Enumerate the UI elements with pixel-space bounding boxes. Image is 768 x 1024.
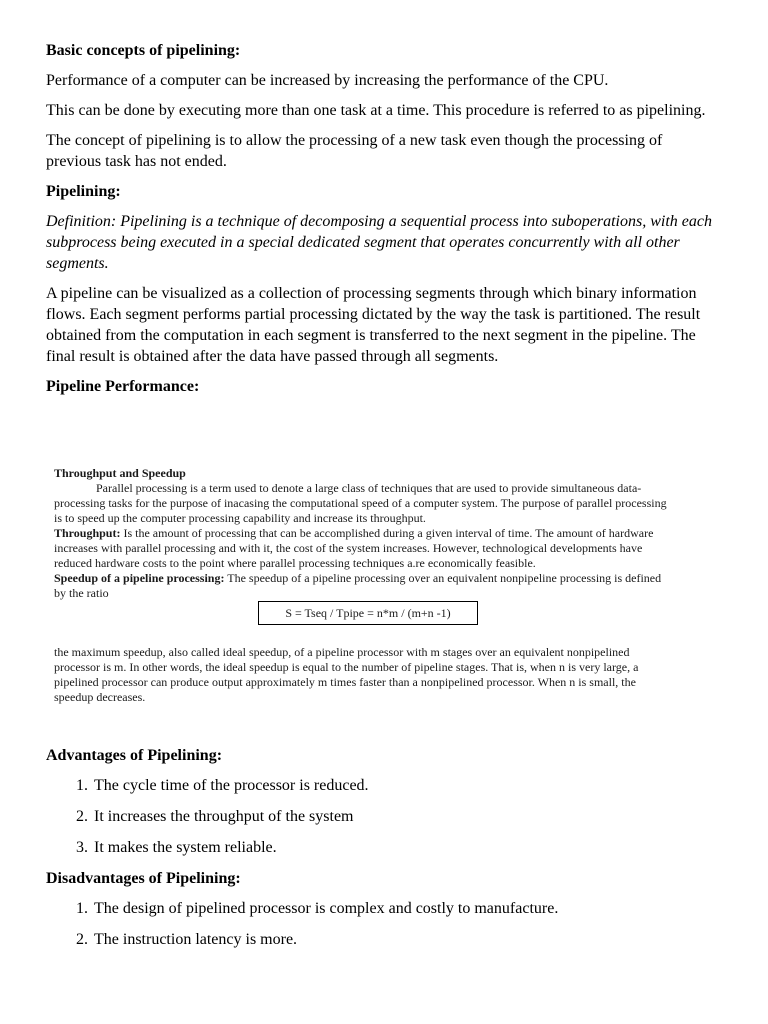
list-item: 3. It makes the system reliable. xyxy=(92,837,718,858)
excerpt-speedup xyxy=(54,571,674,601)
scanned-excerpt xyxy=(54,466,674,705)
list-item: 1. The cycle time of the processor is reduced. xyxy=(92,775,718,796)
heading-basic-concepts: Basic concepts of pipelining: xyxy=(46,42,241,59)
paragraph-visualization: A pipeline can be visualized as a collection of processing segments through which binary information flows. Each segment performs partial processing dictated by the way the task is partitioned. The result obtained from the computation in each segment is transferred to the next segment in the pipeline. The final result is obtained after the data have passed through all segments. xyxy=(46,285,701,365)
paragraph-definition: Definition: Pipelining is a technique of decomposing a sequential process into suboperations, with each subprocess being executed in a special dedicated segment that operates concurrently with all other segments. xyxy=(46,213,712,272)
excerpt-ideal-speedup xyxy=(54,645,674,705)
heading-disadvantages: Disadvantages of Pipelining: xyxy=(46,870,241,887)
ideal-part1: the maximum speedup, also called ideal speedup, of a pipeline processor with m stages over an equivalent nonpipelined processor is m. xyxy=(54,645,630,674)
list-item: 2. The instruction latency is more. xyxy=(92,929,718,950)
excerpt-parallel-intro: Parallel processing is a term used to denote a large class of techniques that are used to provide simultaneous data-processing tasks for the purpose of inacasing the computational speed of a computer system. The purpose of parallel processing is to speed up the computer processing capability and increase its throughput. xyxy=(54,481,667,525)
throughput-term: Throughput: xyxy=(54,526,121,540)
heading-pipelining: Pipelining: xyxy=(46,183,121,200)
speedup-term: Speedup of a pipeline processing: xyxy=(54,571,225,585)
speedup-formula-box: S = Tseq / Tpipe = n*m / (m+n -1) xyxy=(258,601,478,625)
excerpt-throughput xyxy=(54,526,674,571)
formula-row xyxy=(54,601,674,631)
ideal-part2: In other words, the ideal speedup is equal to the number of pipeline stages. That is, when n is very large, a pipelined processor can produce output approximately m times faster than a nonpipelined processor. When n is small, the speedup decreases. xyxy=(54,660,639,704)
paragraph-performance: Performance of a computer can be increased by increasing the performance of the CPU. xyxy=(46,72,609,89)
heading-advantages: Advantages of Pipelining: xyxy=(46,747,223,764)
speedup-text: The speedup of a pipeline processing over an equivalent nonpipeline processing is defined by the ratio xyxy=(54,571,662,600)
heading-pipeline-performance: Pipeline Performance: xyxy=(46,378,200,395)
excerpt-title: Throughput and Speedup xyxy=(54,466,186,480)
disadvantages-list xyxy=(46,898,718,950)
list-item: 1. The design of pipelined processor is complex and costly to manufacture. xyxy=(92,898,718,919)
throughput-text: Is the amount of processing that can be accomplished during a given interval of time. The amount of hardware increases with parallel processing and with it, the cost of the system increases. However, technological developments have reduced hardware costs to the point where parallel processing techniques a.re economically feasible. xyxy=(54,526,654,570)
advantages-list xyxy=(46,775,718,858)
lists-section xyxy=(46,745,718,960)
document-body xyxy=(46,40,718,406)
list-item: 2. It increases the throughput of the system xyxy=(92,806,718,827)
paragraph-concept: The concept of pipelining is to allow the processing of a new task even though the processing of previous task has not ended. xyxy=(46,132,663,170)
paragraph-multiple-tasks: This can be done by executing more than one task at a time. This procedure is referred to as pipelining. xyxy=(46,102,706,119)
